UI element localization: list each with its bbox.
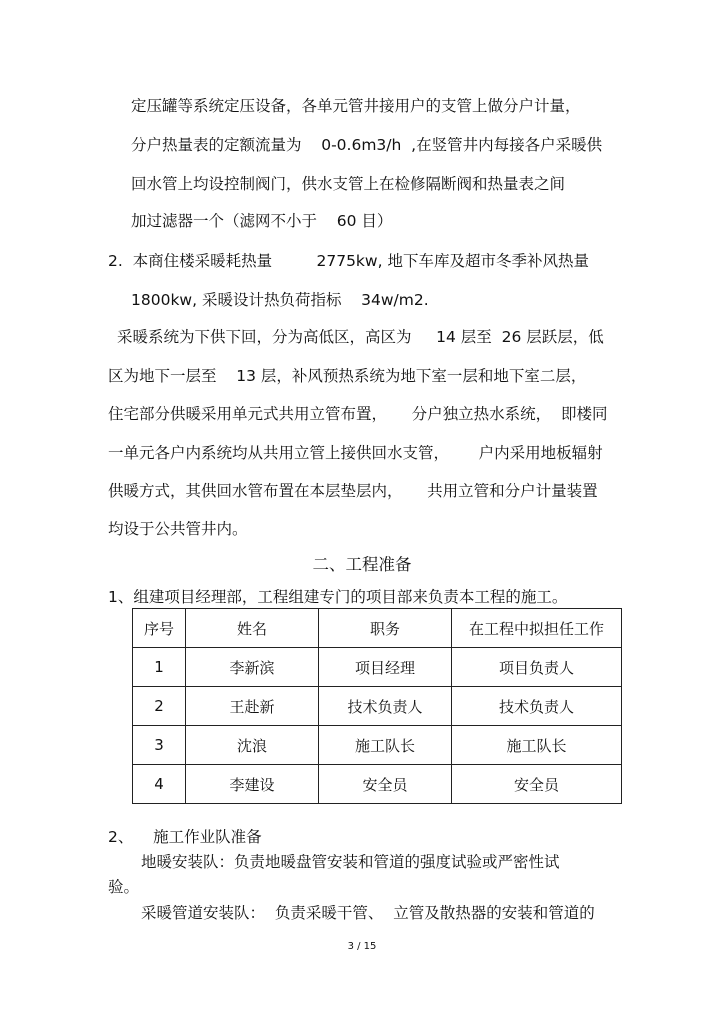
body-line: 1800kw, 采暖设计热负荷指标 34w/m2. bbox=[131, 291, 429, 309]
table-header-cell: 姓名 bbox=[186, 609, 319, 648]
body-line: 区为地下一层至 13 层，补风预热系统为地下室一层和地下室二层， bbox=[108, 367, 587, 385]
body-line: 回水管上均设控制阀门，供水支管上在检修隔断阀和热量表之间 bbox=[131, 175, 566, 193]
table-cell: 1 bbox=[133, 648, 186, 687]
table-cell: 施工队长 bbox=[319, 726, 452, 765]
body-line: 分户热量表的定额流量为 0-0.6m3/h ,在竖管井内每接各户采暖供 bbox=[131, 136, 603, 154]
item-1-text: 1、组建项目经理部，工程组建专门的项目部来负责本工程的施工。 bbox=[108, 588, 568, 606]
item-2-line: 验。 bbox=[108, 878, 140, 896]
table-cell: 3 bbox=[133, 726, 186, 765]
table-header-cell: 序号 bbox=[133, 609, 186, 648]
body-line: 采暖系统为下供下回，分为高低区，高区为 14 层至 26 层跃层，低 bbox=[117, 328, 604, 346]
table-cell: 施工队长 bbox=[452, 726, 622, 765]
body-line: 住宅部分供暖采用单元式共用立管布置， 分户独立热水系统， 即楼同 bbox=[108, 405, 608, 423]
table-header-cell: 职务 bbox=[319, 609, 452, 648]
table-cell: 技术负责人 bbox=[319, 687, 452, 726]
table-cell: 技术负责人 bbox=[452, 687, 622, 726]
table-header-row bbox=[133, 609, 622, 648]
body-line: 加过滤器一个（滤网不小于 60 目） bbox=[131, 212, 393, 230]
item-2-line: 采暖管道安装队： 负责采暖干管、 立管及散热器的安装和管道的 bbox=[141, 904, 595, 922]
table-cell: 安全员 bbox=[319, 765, 452, 804]
table-cell: 项目经理 bbox=[319, 648, 452, 687]
table-row bbox=[133, 648, 622, 687]
table-row bbox=[133, 687, 622, 726]
item-2-heading: 2、 施工作业队准备 bbox=[108, 828, 262, 846]
body-line: 供暖方式，其供回水管布置在本层垫层内， 共用立管和分户计量装置 bbox=[108, 482, 598, 500]
table-cell: 安全员 bbox=[452, 765, 622, 804]
staff-table bbox=[132, 608, 622, 804]
table-cell: 2 bbox=[133, 687, 186, 726]
item-2-line: 地暖安装队：负责地暖盘管安装和管道的强度试验或严密性试 bbox=[141, 853, 560, 871]
body-line: 2. 本商住楼采暖耗热量 2775kw, 地下车库及超市冬季补风热量 bbox=[108, 252, 589, 270]
body-line: 一单元各户内系统均从共用立管上接供回水支管， 户内采用地板辐射 bbox=[108, 444, 603, 462]
page-number: 3 / 15 bbox=[347, 941, 377, 952]
table-cell: 项目负责人 bbox=[452, 648, 622, 687]
table-row bbox=[133, 765, 622, 804]
table-cell: 王赴新 bbox=[186, 687, 319, 726]
section-title: 二、工程准备 bbox=[312, 555, 412, 574]
body-line: 均设于公共管井内。 bbox=[108, 520, 248, 538]
table-header-cell: 在工程中拟担任工作 bbox=[452, 609, 622, 648]
table-cell: 4 bbox=[133, 765, 186, 804]
table-cell: 沈浪 bbox=[186, 726, 319, 765]
body-line: 定压罐等系统定压设备，各单元管井接用户的支管上做分户计量， bbox=[131, 97, 581, 115]
table-cell: 李建设 bbox=[186, 765, 319, 804]
table-row bbox=[133, 726, 622, 765]
table-cell: 李新滨 bbox=[186, 648, 319, 687]
